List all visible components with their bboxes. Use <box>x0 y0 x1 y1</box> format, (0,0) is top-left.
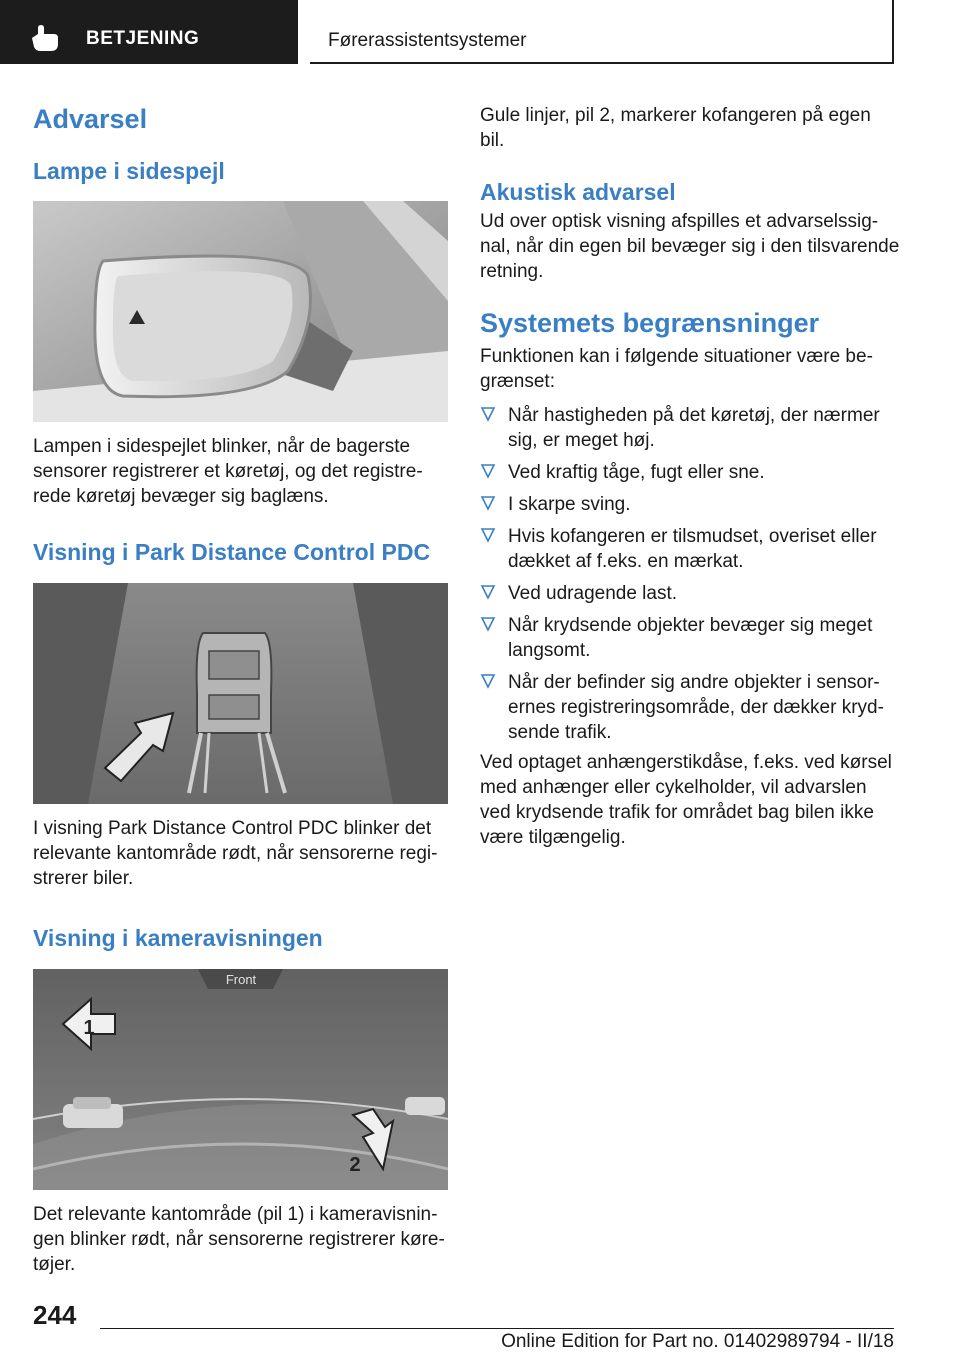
chapter-label: Førerassistentsystemer <box>328 30 527 51</box>
limits-list <box>480 403 900 745</box>
paragraph-camera: Det relevante kantområde (pil 1) i kameravisningen blinker rødt, når sensorerne registrerer køretøjer. <box>33 1204 445 1275</box>
paragraph-pdc: I visning Park Distance Control PDC blinker det relevante kantområde rødt, når sensorerne registrerer biler. <box>33 818 438 889</box>
page-number: 244 <box>33 1300 77 1330</box>
bullet-triangle-icon <box>480 584 496 602</box>
list-item: Når hastigheden på det køretøj, der nærmer sig, er meget høj. <box>480 403 900 453</box>
bullet-triangle-icon <box>480 673 496 691</box>
right-column <box>480 100 900 850</box>
heading-pdc: Visning i Park Distance Control PDC <box>33 539 431 565</box>
heading-mirror: Lampe i sidespejl <box>33 158 225 184</box>
bullet-triangle-icon <box>480 463 496 481</box>
paragraph-acoustic: Ud over optisk visning afspilles et advarselssignal, når din egen bil bevæger sig i den tilsvarende retning. <box>480 211 900 282</box>
heading-acoustic: Akustisk advarsel <box>480 179 676 205</box>
list-item: Når krydsende objekter bevæger sig meget langsomt. <box>480 613 900 663</box>
paragraph-limits-intro: Funktionen kan i følgende situationer være begrænset: <box>480 346 873 392</box>
pdc-illustration <box>33 583 448 804</box>
bullet-triangle-icon <box>480 406 496 424</box>
list-item: Hvis kofangeren er tilsmudset, overiset eller dækket af f.eks. en mærkat. <box>480 524 900 574</box>
page-title: Advarsel <box>33 104 148 134</box>
chapter-header <box>310 0 894 64</box>
side-mirror-image <box>33 201 448 422</box>
list-item: Når der befinder sig andre objekter i sensorernes registreringsområde, der dækker krydsende trafik. <box>480 670 900 745</box>
bullet-triangle-icon <box>480 495 496 513</box>
list-item: Ved udragende last. <box>480 581 900 606</box>
section-tab <box>0 0 298 64</box>
section-label: BETJENING <box>86 28 200 49</box>
left-column <box>33 100 448 1277</box>
arrow-2-label: 2 <box>349 1154 361 1176</box>
front-label: Front <box>225 972 257 987</box>
heading-limits: Systemets begrænsninger <box>480 308 820 338</box>
camera-illustration <box>33 969 448 1190</box>
paragraph-trailer: Ved optaget anhængerstikdåse, f.eks. ved kørsel med anhænger eller cykelholder, vil advarslen ved krydsende trafik for området bag bilen ikke være tilgængelig. <box>480 752 892 848</box>
footer-divider <box>100 1328 894 1329</box>
paragraph-mirror: Lampen i sidespejlet blinker, når de bagerste sensorer registrerer et køretøj, og det registrerede køretøj bevæger sig baglæns. <box>33 436 423 507</box>
list-item: Ved kraftig tåge, fugt eller sne. <box>480 460 900 485</box>
pdc-display-image <box>33 583 448 804</box>
bullet-triangle-icon <box>480 616 496 634</box>
heading-camera: Visning i kameravisningen <box>33 925 323 951</box>
arrow-1-label: 1 <box>83 1017 95 1039</box>
bullet-triangle-icon <box>480 527 496 545</box>
paragraph-lines: Gule linjer, pil 2, markerer kofangeren på egen bil. <box>480 105 871 151</box>
camera-view-image <box>33 969 448 1190</box>
mirror-illustration <box>33 201 448 422</box>
list-item: I skarpe sving. <box>480 492 900 517</box>
hand-pointer-icon <box>28 24 62 52</box>
edition-note: Online Edition for Part no. 01402989794 - II/18 <box>501 1331 894 1352</box>
